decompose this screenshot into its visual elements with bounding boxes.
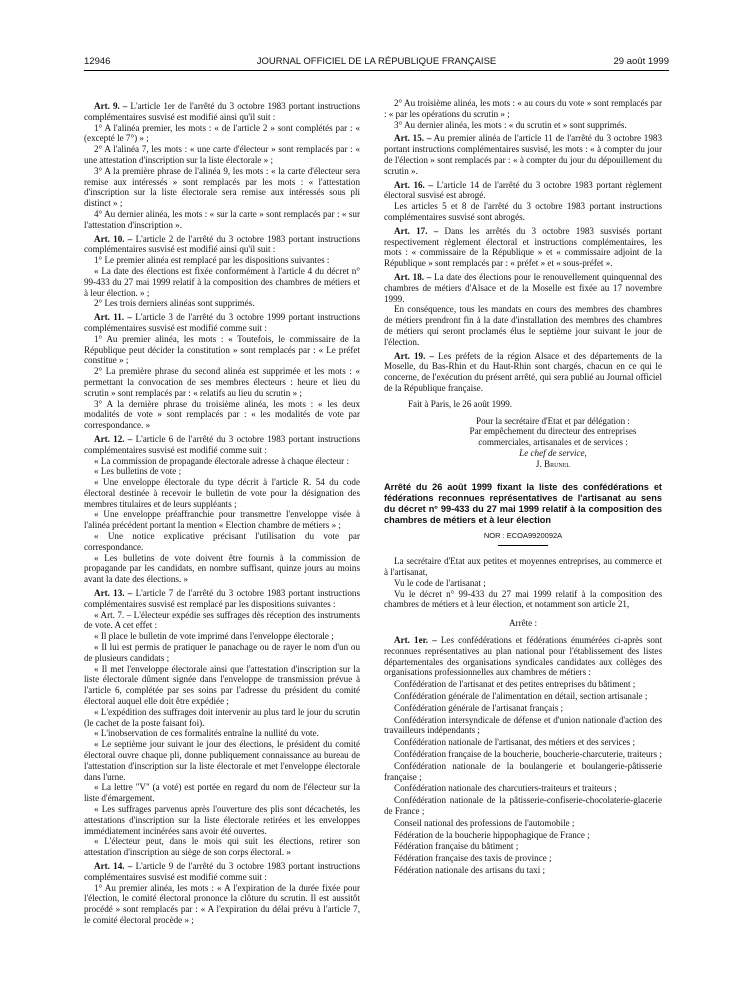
decree-title: Arrêté du 26 août 1999 fixant la liste des confédérations et fédérations reconnues représentatives de l'artisanat au sens du décret n° 99-433 du 27 mai 1999 relatif à la composition des chambres de métiers et à leur élection [384, 481, 662, 525]
paragraph: « La date des élections est fixée conformément à l'article 4 du décret n° 99-433 du 27 mai 1999 relatif à la composition des chambres de métiers et à leur élection. » ; [84, 265, 360, 298]
paragraph: 1° A l'alinéa premier, les mots : « de l'article 2 » sont complétés par : « (excepté le 7°) » ; [84, 122, 360, 144]
decree-preamble [384, 556, 662, 610]
paragraph: 1° Au premier alinéa, les mots : « A l'expiration de la durée fixée pour l'élection, le comité électoral prononce la clôture du scrutin. Il est aussitôt procédé » sont remplacés par : « A l'expiration du délai prévu à l'article 7, le comité électoral procède » ; [84, 882, 360, 925]
nor-reference: NOR : ECOA9920092A [483, 530, 563, 540]
paragraph: Fait à Paris, le 26 août 1999. [408, 398, 513, 409]
signature-line: Par empêchement du directeur des entreprises [469, 426, 637, 437]
list-item: Confédération nationale de la boulangerie et boulangerie-pâtisserie française ; [384, 760, 662, 782]
paragraph: « Une enveloppe électorale du type décrit à l'article R. 54 du code électoral destinée à recevoir le bulletin de vote pour la désignation des membres titulaires et de leurs suppléants ; [84, 477, 360, 509]
list-item: Confédération nationale de l'artisanat, des métiers et des services ; [394, 737, 636, 748]
list-item: Confédération française de la boucherie, boucherie-charcuterie, traiteurs ; [394, 749, 662, 760]
paragraph: « La commission de propagande électorale adresse à chaque électeur : [94, 455, 350, 466]
paragraph: Art. 13. – L'article 7 de l'arrêté du 3 octobre 1983 portant instructions complémentaires susvisé est remplacé par les dispositions suivantes : [84, 588, 361, 609]
signature-line: Le chef de service, [519, 447, 587, 458]
list-item: Fédération française des taxis de province ; [394, 853, 552, 864]
title-separator [498, 545, 548, 546]
paragraph: « Les suffrages parvenus après l'ouverture des plis sont décachetés, les attestations d'inscription sur la liste électorale retirées et les enveloppes immédiatement incinérées sans avoir été ouvertes. [84, 804, 360, 836]
paragraph: 4° Au dernier alinéa, les mots : « sur la carte » sont remplacés par : « sur l'attestation d'inscription ». [84, 208, 360, 230]
signature-block [384, 416, 662, 470]
paragraph: 2° Les trois derniers alinéas sont supprimés. [94, 298, 255, 309]
paragraph: Art. 10. – L'article 2 de l'arrêté du 3 octobre 1983 portant instructions complémentaires susvisé est modifié ainsi qu'il suit : [84, 233, 361, 255]
paragraph: Art. 17. – Dans les arrêtés du 3 octobre 1983 susvisés portant respectivement règlement électoral et instructions complémentaires, les mots : « commissaire de la République » et « commissaire adjoint de la République » sont remplacés par : « préfet » et « sous-préfet ». [384, 225, 662, 269]
paragraph: « Une enveloppe préaffranchie pour transmettre l'enveloppe visée à l'alinéa précédent portant la mention « Election chambre de métiers » ; [84, 509, 360, 531]
signature-line: Pour la secrétaire d'Etat et par délégation : [476, 415, 630, 426]
organisation-list [384, 679, 662, 876]
paragraph: En conséquence, tous les mandats en cours des membres des chambres de métiers prendront fin à la date d'installation des membres des chambres de métiers qui seront proclamés élus le septième jour suivant le jour de l'élection. [384, 304, 662, 347]
right-column [384, 98, 662, 876]
list-item: Confédération nationale de la pâtisserie-confiserie-chocolaterie-glacerie de France ; [384, 795, 662, 817]
list-item: Conseil national des professions de l'automobile ; [394, 817, 575, 828]
preamble-line: La secrétaire d'Etat aux petites et moyennes entreprises, au commerce et à l'artisanat, [384, 556, 662, 578]
paragraph: 3° A la première phrase de l'alinéa 9, les mots : « la carte d'électeur sera remise aux intéressés » sont remplacés par les mots : « l'attestation d'inscription sur la liste électorale sera remise aux intéressés sous pli distinct » ; [84, 165, 360, 209]
paragraph: 2° Au troisième alinéa, les mots : « au cours du vote » sont remplacés par : « par les opérations du scrutin » ; [384, 98, 662, 119]
list-item: Confédération intersyndicale de défense et d'union nationale d'action des travailleurs indépendants ; [384, 714, 662, 736]
list-item: Fédération nationale des artisans du taxi ; [394, 865, 546, 876]
paragraph: 2° A l'alinéa 7, les mots : « une carte d'électeur » sont remplacés par : « une attestation d'inscription sur la liste électorale » ; [84, 144, 360, 165]
paragraph: 1° Le premier alinéa est remplacé par les dispositions suivantes : [94, 255, 330, 266]
paragraph: « L'inobservation de ces formalités entraîne la nullité du vote. [94, 728, 319, 739]
issue-date: 29 août 1999 [613, 56, 669, 67]
paragraph: « La lettre "V" (a voté) est portée en regard du nom de l'électeur sur la liste d'émargement. [84, 782, 360, 804]
paragraph: « Il met l'enveloppe électorale ainsi que l'attestation d'inscription sur la liste électorale dûment signée dans l'enveloppe de transmission prévue à l'article 6, complétée par ses soins par l'adresse du président du comité électoral auquel elle doit être expédiée ; [84, 663, 360, 707]
list-item: Confédération nationale des charcutiers-traiteurs et traiteurs ; [394, 783, 617, 794]
list-item: Confédération générale de l'alimentation en détail, section artisanale ; [394, 691, 648, 702]
paragraph: « Art. 7. – L'électeur expédie ses suffrages dès réception des instruments de vote. A cet effet : [84, 609, 360, 631]
paragraph: Art. 14. – L'article 9 de l'arrêté du 3 octobre 1983 portant instructions complémentaires susvisé est modifié comme suit : [84, 860, 361, 882]
paragraph: « Il place le bulletin de vote imprimé dans l'enveloppe électorale ; [94, 631, 334, 642]
arrete-heading: Arrête : [508, 618, 538, 629]
page-number: 12946 [84, 56, 111, 67]
paragraph: « Les bulletins de vote ; [94, 466, 182, 477]
paragraph: Art. 15. – Au premier alinéa de l'article 11 de l'arrêté du 3 octobre 1983 portant instructions complémentaires susvisé, les mots : « à compter du jour de l'élection » sont remplacés par : « à compter du jour du dépouillement du scrutin ». [384, 133, 662, 176]
signature-line: J. Brunel [535, 458, 571, 469]
paragraph: « Il lui est permis de pratiquer le panachage ou de rayer le nom d'un ou de plusieurs candidats ; [84, 642, 360, 663]
paragraph: 2° La première phrase du second alinéa est supprimée et les mots : « permettant la convocation de ses membres électeurs : heure et lieu du scrutin » sont remplacés par : « relatifs au lieu du scrutin » ; [84, 366, 360, 398]
list-item: Fédération de la boucherie hippophagique de France ; [394, 829, 590, 840]
paragraph: Art. 19. – Les préfets de la région Alsace et des départements de la Moselle, du Bas-Rhin et du Haut-Rhin sont chargés, chacun en ce qui le concerne, de l'exécution du présent arrêté, qui sera publié au Journal officiel de la République française. [384, 350, 662, 393]
article-1: Art. 1er. – Les confédérations et fédérations énumérées ci-après sont reconnues représentatives au plan national pour l'établissement des listes départementales des organisations syndicales candidates aux collèges des organisations professionnelles aux chambres de métiers : [384, 635, 662, 678]
paragraph: « L'expédition des suffrages doit intervenir au plus tard le jour du scrutin (le cachet de la poste faisant foi). [84, 706, 360, 728]
paragraph: « Les bulletins de vote doivent être fournis à la commission de propagande par les candidats, en nombre suffisant, quinze jours au moins avant la date des élections. » [84, 552, 360, 585]
paragraph: 1° Au premier alinéa, les mots : « Toutefois, le commissaire de la République peut décider la constitution » sont remplacés par : « Le préfet constitue » ; [84, 333, 360, 366]
paragraph: « L'électeur peut, dans le mois qui suit les élections, retirer son attestation d'inscription au siège de son corps électoral. » [84, 836, 360, 858]
signature-line: commerciales, artisanales et de services : [478, 437, 628, 448]
paragraph: Art. 18. – La date des élections pour le renouvellement quinquennal des chambres de métiers d'Alsace et de la Moselle est fixée au 17 novembre 1999. [384, 271, 662, 304]
paragraph: 3° A la dernière phrase du troisième alinéa, les mots : « les deux modalités de vote » sont remplacés par : « les modalités de vote par correspondance. » [84, 398, 360, 431]
preamble-line: Vu le décret n° 99-433 du 27 mai 1999 relatif à la composition des chambres de métiers et à leur élection, et notamment son article 21, [384, 588, 662, 610]
paragraph: 3° Au dernier alinéa, les mots : « du scrutin et » sont supprimés. [394, 119, 627, 130]
paragraph: Art. 16. – L'article 14 de l'arrêté du 3 octobre 1983 portant règlement électoral susvisé est abrogé. [384, 179, 662, 201]
paragraph: « Le septième jour suivant le jour des élections, le président du comité électoral ouvre chaque pli, donne publiquement connaissance au bureau de l'attestation d'inscription sur la liste électorale et met l'enveloppe électorale dans l'urne. [84, 739, 360, 782]
header-rule [84, 70, 669, 71]
list-item: Confédération générale de l'artisanat français ; [394, 702, 564, 713]
paragraph: Les articles 5 et 8 de l'arrêté du 3 octobre 1983 portant instructions complémentaires susvisé sont abrogés. [384, 201, 662, 222]
list-item: Confédération de l'artisanat et des petites entreprises du bâtiment ; [394, 679, 636, 690]
preamble-line: Vu le code de l'artisanat ; [394, 577, 486, 588]
left-column [84, 98, 360, 926]
list-item: Fédération française du bâtiment ; [394, 841, 519, 852]
paragraph: Art. 9. – L'article 1er de l'arrêté du 3 octobre 1983 portant instructions complémentaires susvisé est modifié ainsi qu'il suit : [84, 101, 360, 122]
paragraph: Art. 12. – L'article 6 de l'arrêté du 3 octobre 1983 portant instructions complémentaires susvisé est modifié comme suit : [84, 433, 361, 455]
paragraph: Art. 11. – L'article 3 de l'arrêté du 3 octobre 1999 portant instructions complémentaires susvisé est modifié comme suit : [84, 312, 360, 333]
journal-title: JOURNAL OFFICIEL DE LA RÉPUBLIQUE FRANÇAISE [256, 56, 497, 67]
paragraph: « Une notice explicative précisant l'utilisation du vote par correspondance. [84, 531, 360, 552]
